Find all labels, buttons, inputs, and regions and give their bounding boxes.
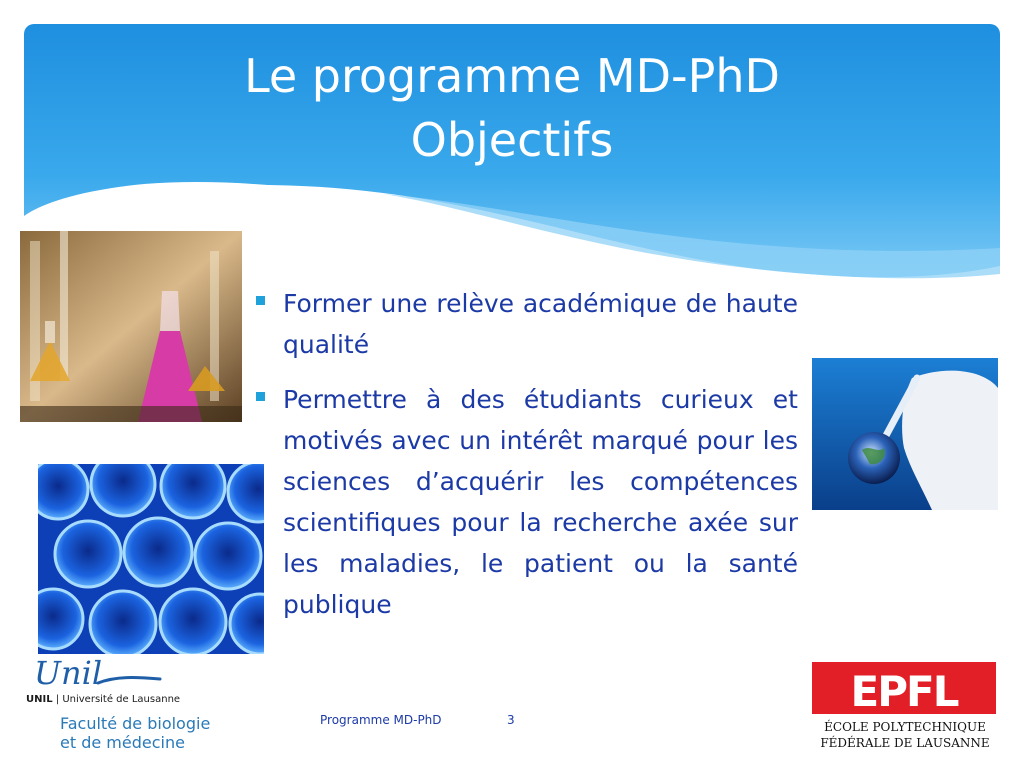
square-bullet-icon [256,392,265,401]
bullet-list [256,283,798,639]
title-line-1: Le programme MD-PhD [244,49,780,103]
unil-faculty-name: Faculté de biologie et de médecine [60,714,211,752]
unil-wordmark-icon [32,656,162,692]
bullet-text-1: Former une relève académique de haute qualité [283,289,798,359]
unil-logo [22,656,252,756]
epfl-wordmark-icon [812,662,996,714]
bullet-item-2 [256,379,798,625]
bullet-item-1 [256,283,798,365]
epfl-wordmark-box [812,662,996,714]
slide-title [24,44,1000,172]
epfl-name: ÉCOLE POLYTECHNIQUE FÉDÉRALE DE LAUSANNE [820,720,990,750]
slide-number: 3 [507,713,515,727]
blue-cells-photo [38,464,264,654]
title-line-2: Objectifs [410,113,614,167]
epfl-logo [812,662,998,756]
gloved-hand-test-tube-photo [812,358,998,510]
square-bullet-icon [256,296,265,305]
unil-university-line: UNIL | Université de Lausanne [26,694,181,705]
bullet-text-2: Permettre à des étudiants curieux et motivés avec un intérêt marqué pour les sciences d’acquérir les compétences scientifiques pour la recherche axée sur les maladies, le patient ou la santé publique [283,385,798,619]
svg-text:EPFL: EPFL [850,667,958,714]
laboratory-glassware-photo [20,231,242,422]
svg-text:Unil: Unil [34,656,103,692]
footer-label: Programme MD-PhD [320,713,442,727]
